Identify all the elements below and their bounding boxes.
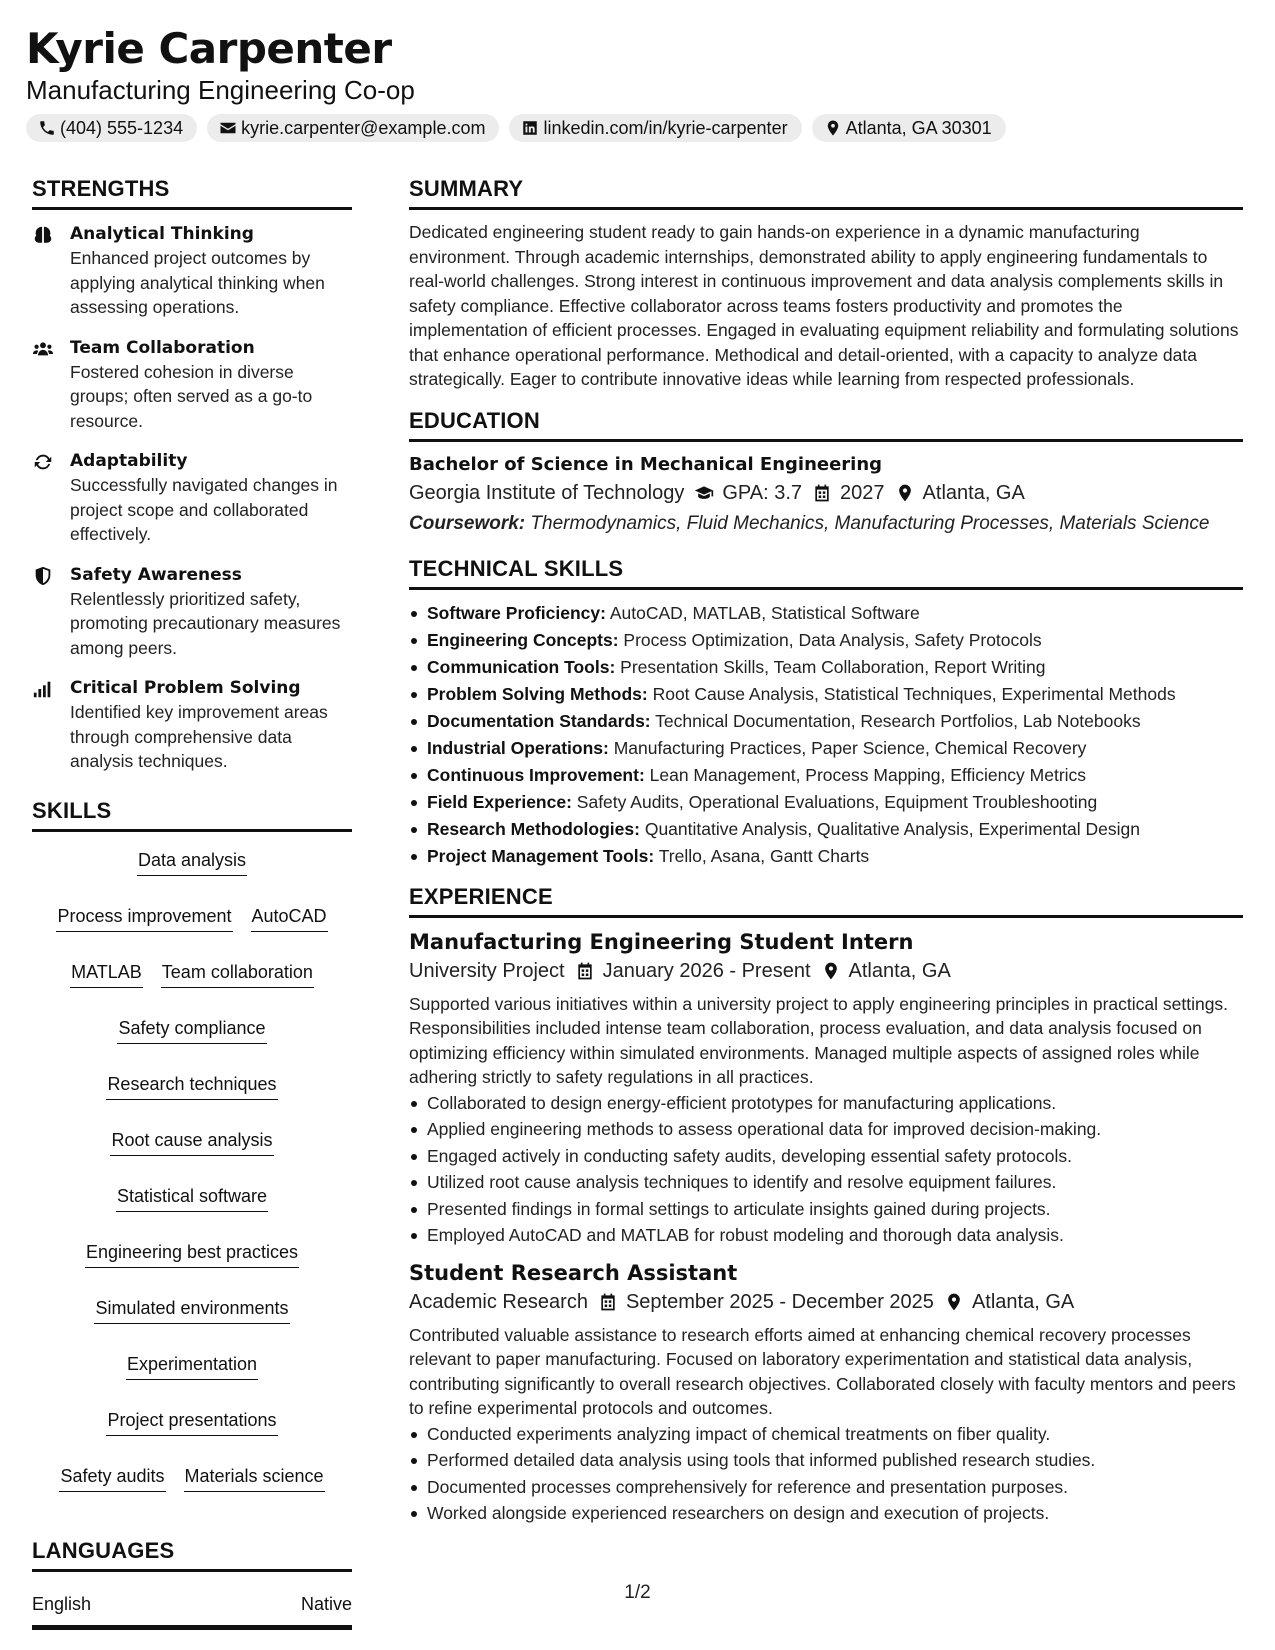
skill-tag: Statistical software bbox=[116, 1184, 268, 1212]
job-bullets bbox=[409, 1421, 1243, 1527]
sync-icon bbox=[32, 451, 54, 473]
list-item: Worked alongside experienced researchers on design and execution of projects. bbox=[409, 1500, 1243, 1527]
contact-linkedin-text: linkedin.com/in/kyrie-carpenter bbox=[543, 117, 788, 138]
right-column bbox=[409, 176, 1243, 1527]
candidate-title: Manufacturing Engineering Co-op bbox=[26, 75, 415, 105]
map-pin-icon bbox=[944, 1292, 964, 1312]
job-dates: January 2026 - Present bbox=[602, 959, 811, 982]
signal-bars-icon bbox=[32, 678, 54, 700]
contact-email[interactable] bbox=[207, 114, 499, 142]
job-meta bbox=[409, 956, 1243, 986]
coursework bbox=[409, 512, 1243, 536]
language-name: English bbox=[32, 1593, 92, 1614]
job-bullets bbox=[409, 1090, 1243, 1249]
skill-tag: Materials science bbox=[184, 1464, 325, 1492]
job-dates: September 2025 - December 2025 bbox=[625, 1290, 934, 1313]
strength-title: Critical Problem Solving bbox=[70, 678, 301, 698]
strength-item bbox=[32, 336, 352, 434]
strength-item bbox=[32, 222, 352, 320]
list-item: Utilized root cause analysis techniques to identify and resolve equipment failures. bbox=[409, 1169, 1243, 1196]
contact-email-text: kyrie.carpenter@example.com bbox=[241, 117, 486, 138]
users-icon bbox=[32, 338, 54, 360]
experience-heading: EXPERIENCE bbox=[409, 884, 1243, 918]
job-summary: Supported various initiatives within a university project to apply engineering principles in practical settings. Responsibilities included intense team collaboration, process evaluation, and data analysis focused on optimizing efficiency within simulated environments. Managed multiple aspects of assigned roles while adhering strictly to safety regulations in all practices. bbox=[409, 993, 1229, 1087]
languages-heading: LANGUAGES bbox=[32, 1538, 352, 1572]
map-pin-icon bbox=[821, 961, 841, 981]
list-item: Engaged actively in conducting safety audits, developing essential safety protocols. bbox=[409, 1143, 1243, 1170]
phone-icon bbox=[38, 119, 56, 137]
calendar-icon bbox=[812, 483, 832, 503]
list-item: Documentation Standards: Technical Documentation, Research Portfolios, Lab Notebooks bbox=[409, 708, 1243, 735]
list-item: Continuous Improvement: Lean Management, Process Mapping, Efficiency Metrics bbox=[409, 762, 1243, 789]
strength-title: Safety Awareness bbox=[70, 564, 242, 585]
left-column bbox=[32, 176, 352, 1630]
coursework-list: Thermodynamics, Fluid Mechanics, Manufacturing Processes, Materials Science bbox=[525, 512, 1210, 534]
map-pin-icon bbox=[895, 483, 915, 503]
list-item: Industrial Operations: Manufacturing Practices, Paper Science, Chemical Recovery bbox=[409, 735, 1243, 762]
list-item: Communication Tools: Presentation Skills, Team Collaboration, Report Writing bbox=[409, 654, 1243, 681]
skill-tag: Process improvement bbox=[56, 904, 232, 932]
language-level: Native bbox=[300, 1593, 352, 1614]
skill-tag: Safety audits bbox=[59, 1464, 165, 1492]
skill-tag: Research techniques bbox=[106, 1072, 277, 1100]
school-location: Atlanta, GA bbox=[922, 481, 1025, 504]
page-number: 1/2 bbox=[624, 1582, 651, 1603]
job-entry bbox=[409, 1259, 1243, 1527]
skill-tag: Simulated environments bbox=[94, 1296, 289, 1324]
strength-desc: Identified key improvement areas through comprehensive data analysis techniques. bbox=[70, 702, 328, 771]
technical-skills-heading: TECHNICAL SKILLS bbox=[409, 556, 1243, 590]
job-meta bbox=[409, 1287, 1243, 1317]
list-item: Problem Solving Methods: Root Cause Analysis, Statistical Techniques, Experimental Methods bbox=[409, 681, 1243, 708]
job-title: Manufacturing Engineering Student Intern bbox=[409, 929, 914, 954]
contact-phone-text: (404) 555-1234 bbox=[60, 117, 184, 138]
job-org: Academic Research bbox=[409, 1290, 588, 1313]
candidate-name: Kyrie Carpenter bbox=[26, 24, 392, 73]
skill-tag: Data analysis bbox=[137, 848, 247, 876]
shield-icon bbox=[32, 565, 54, 587]
strengths-heading: STRENGTHS bbox=[32, 176, 352, 210]
skills-list bbox=[32, 844, 352, 1492]
school-name: Georgia Institute of Technology bbox=[409, 481, 685, 504]
list-item: Research Methodologies: Quantitative Analysis, Qualitative Analysis, Experimental Design bbox=[409, 816, 1243, 843]
strength-desc: Enhanced project outcomes by applying analytical thinking when assessing operations. bbox=[70, 248, 325, 317]
job-entry bbox=[409, 928, 1243, 1249]
list-item: Project Management Tools: Trello, Asana, Gantt Charts bbox=[409, 843, 1243, 870]
envelope-icon bbox=[219, 119, 237, 137]
skills-heading: SKILLS bbox=[32, 798, 352, 832]
strength-item bbox=[32, 563, 352, 661]
skill-tag: MATLAB bbox=[70, 960, 143, 988]
skill-tag: Experimentation bbox=[126, 1352, 258, 1380]
job-title: Student Research Assistant bbox=[409, 1260, 738, 1285]
strength-title: Adaptability bbox=[70, 451, 188, 471]
skill-tag: Safety compliance bbox=[117, 1016, 266, 1044]
strength-title: Team Collaboration bbox=[70, 337, 255, 358]
list-item: Performed detailed data analysis using tools that informed published research studies. bbox=[409, 1447, 1243, 1474]
job-location: Atlanta, GA bbox=[971, 1290, 1075, 1313]
summary-text: Dedicated engineering student ready to gain hands-on experience in a dynamic manufacturing environment. Through academic internships, demonstrated ability to apply engineering fundamentals to real-world challenges. Strong interest in continuous improvement and data analysis complements skills in safety compliance. Effective collaborator across teams fosters productivity and promotes the implementation of efficient processes. Engaged in evaluating equipment reliability and formulating solutions that enhance operational performance. Methodical and detail-oriented, with a capacity to analyze data strategically. Eager to contribute innovative ideas while learning from respected professionals. bbox=[409, 222, 1239, 389]
degree-title: Bachelor of Science in Mechanical Engineering bbox=[409, 453, 883, 475]
skill-tag: Team collaboration bbox=[161, 960, 314, 988]
job-location: Atlanta, GA bbox=[848, 959, 951, 982]
list-item: Software Proficiency: AutoCAD, MATLAB, Statistical Software bbox=[409, 600, 1243, 627]
map-pin-icon bbox=[824, 119, 842, 137]
technical-skills-list bbox=[409, 600, 1243, 870]
contact-linkedin[interactable] bbox=[509, 114, 801, 142]
skill-tag: Root cause analysis bbox=[110, 1128, 273, 1156]
contact-location-text: Atlanta, GA 30301 bbox=[845, 117, 992, 138]
skill-tag: Project presentations bbox=[106, 1408, 277, 1436]
strength-item bbox=[32, 676, 352, 774]
list-item: Conducted experiments analyzing impact of chemical treatments on fiber quality. bbox=[409, 1421, 1243, 1448]
strength-desc: Fostered cohesion in diverse groups; often served as a go-to resource. bbox=[70, 361, 313, 431]
strength-item bbox=[32, 449, 352, 547]
coursework-label: Coursework: bbox=[409, 512, 526, 534]
resume-header bbox=[26, 24, 1246, 142]
linkedin-icon bbox=[521, 119, 539, 137]
strength-title: Analytical Thinking bbox=[70, 224, 254, 244]
brain-icon bbox=[32, 224, 54, 246]
skill-tag: AutoCAD bbox=[251, 904, 328, 932]
list-item: Employed AutoCAD and MATLAB for robust modeling and thorough data analysis. bbox=[409, 1222, 1243, 1249]
summary-heading: SUMMARY bbox=[409, 176, 1243, 210]
list-item: Collaborated to design energy-efficient prototypes for manufacturing applications. bbox=[409, 1090, 1243, 1117]
skill-tag: Engineering best practices bbox=[85, 1240, 299, 1268]
contact-bar bbox=[26, 114, 1246, 142]
list-item: Documented processes comprehensively for reference and presentation purposes. bbox=[409, 1474, 1243, 1501]
list-item: Applied engineering methods to assess operational data for improved decision-making. bbox=[409, 1116, 1243, 1143]
education-meta bbox=[409, 478, 1243, 508]
calendar-icon bbox=[598, 1292, 618, 1312]
graduation-cap-icon bbox=[694, 483, 714, 503]
job-summary: Contributed valuable assistance to research efforts aimed at enhancing chemical recovery processes relevant to paper manufacturing. Focused on laboratory experimentation and statistical data analysis, contributing significantly to overall research objectives. Collaborated closely with faculty mentors and peers to refine experimental protocols and outcomes. bbox=[409, 1324, 1236, 1418]
list-item: Field Experience: Safety Audits, Operational Evaluations, Equipment Troubleshooting bbox=[409, 789, 1243, 816]
gpa-text: GPA: 3.7 bbox=[722, 481, 803, 504]
contact-location bbox=[812, 114, 1006, 142]
graduation-year: 2027 bbox=[840, 481, 885, 504]
job-org: University Project bbox=[409, 959, 565, 982]
education-heading: EDUCATION bbox=[409, 408, 1243, 442]
contact-phone[interactable] bbox=[26, 114, 197, 142]
strength-desc: Relentlessly prioritized safety, promoting precautionary measures among peers. bbox=[70, 588, 341, 658]
list-item: Presented findings in formal settings to articulate insights gained during projects. bbox=[409, 1196, 1243, 1223]
list-item: Engineering Concepts: Process Optimization, Data Analysis, Safety Protocols bbox=[409, 627, 1243, 654]
strength-desc: Successfully navigated changes in project scope and collaborated effectively. bbox=[70, 475, 338, 544]
calendar-icon bbox=[575, 961, 595, 981]
